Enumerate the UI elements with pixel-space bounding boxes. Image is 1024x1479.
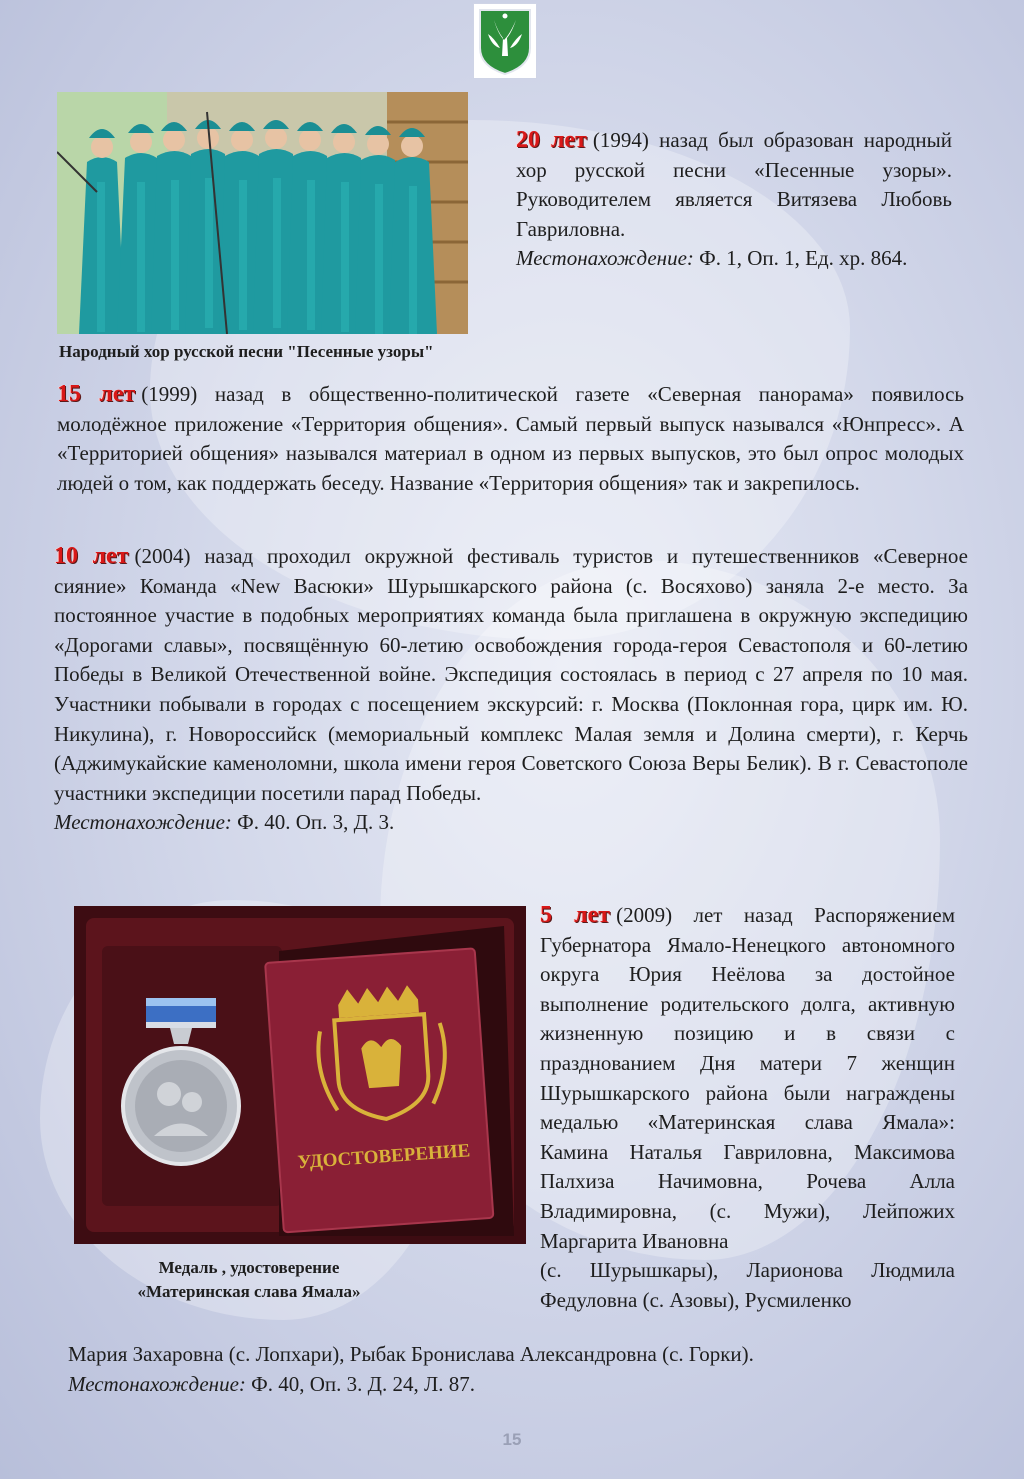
choir-anniversary-text: (1994) назад был образован народный хор русской песни «Песенные узоры». Руководителем является Витязева Любовь Гавриловна. xyxy=(516,128,952,241)
years-badge-5: 5 лет xyxy=(540,902,611,928)
choir-anniversary-paragraph xyxy=(516,126,952,274)
festival-anniversary-paragraph xyxy=(54,542,968,838)
medal-caption-line1: Медаль , удостоверение xyxy=(158,1258,340,1277)
medal-anniversary-paragraph-tail xyxy=(68,1340,958,1399)
years-badge-10: 10 лет xyxy=(54,543,129,569)
location-label: Местонахождение: xyxy=(68,1371,246,1396)
choir-photo-caption: Народный хор русской песни "Песенные узоры" xyxy=(59,342,434,361)
location-label: Местонахождение: xyxy=(54,810,232,835)
years-badge-20: 20 лет xyxy=(516,127,587,153)
medal-certificate-photo xyxy=(74,906,526,1244)
medal-caption-line2: «Материнская слава Ямала» xyxy=(137,1282,361,1301)
newspaper-anniversary-paragraph xyxy=(57,380,964,498)
location-value: Ф. 40. Оп. 3, Д. 3. xyxy=(237,810,395,835)
medal-anniversary-text-cont2: Мария Захаровна (с. Лопхари), Рыбак Бронислава Александровна (с. Горки). xyxy=(68,1342,754,1366)
festival-anniversary-text: (2004) назад проходил окружной фестиваль туристов и путешественников «Северное сияние» Команда «New Васюки» Шурышкарского района (с. Восяхово) заняла 2-е место. За постоянное участие в подобных мероприятиях команда была приглашена в окружную экспедицию «Дорогами славы», посвящённую 60-летию освобождения города-героя Севастополя и 60-летию Победы в Великой Отечественной войне. Экспедиция состоялась в период с 27 апреля по 10 мая. Участники побывали в городах с посещением экскурсий: г. Москва (Поклонная гора, цирк им. Ю. Никулина), г. Новороссийск (мемориальный комплекс Малая земля и Долина смерти), г. Керчь (Аджимукайские каменоломни, школа имени героя Советского Союза Веры Белик). В г. Севастополе участники экспедиции посетили парад Победы. xyxy=(54,544,968,805)
medal-anniversary-text-cont1: (с. Шурышкары), Ларионова Людмила Федуловна (с. Азовы), Русмиленко xyxy=(540,1258,955,1312)
choir-photo xyxy=(57,92,468,334)
medal-anniversary-paragraph xyxy=(540,901,955,1315)
page-number: 15 xyxy=(502,1430,522,1449)
medal-anniversary-text: (2009) лет назад Распоряжением Губернатора Ямало-Ненецкого автономного округа Юрия Неёлова за достойное выполнение родительского долга, активную жизненную позицию и в связи с празднованием Дня матери 7 женщин Шурышкарского района были награждены медалью «Материнская слава Ямала»: Камина Наталья Гавриловна, Максимова Палхиза Начимовна, Рочева Алла Владимировна, (с. Мужи), Лейпожих Маргарита Ивановна xyxy=(540,903,956,1253)
certificate-label: УДОСТОВЕРЕНИЕ xyxy=(296,1140,471,1174)
district-emblem-logo xyxy=(473,3,537,79)
location-label: Местонахождение: xyxy=(516,246,694,271)
years-badge-15: 15 лет xyxy=(57,381,136,407)
newspaper-anniversary-text: (1999) назад в общественно-политической газете «Северная панорама» появилось молодёжное приложение «Территория общения». Самый первый выпуск назывался «Юнпресс». А «Территорией общения» назывался материал в одном из первых выпусков, это был опрос молодых людей о том, как поддержать беседу. Название «Территория общения» так и закрепилось. xyxy=(57,382,964,495)
medal-photo-caption xyxy=(74,1256,424,1304)
location-value: Ф. 1, Оп. 1, Ед. хр. 864. xyxy=(699,246,908,271)
location-value: Ф. 40, Оп. 3. Д. 24, Л. 87. xyxy=(251,1371,475,1396)
